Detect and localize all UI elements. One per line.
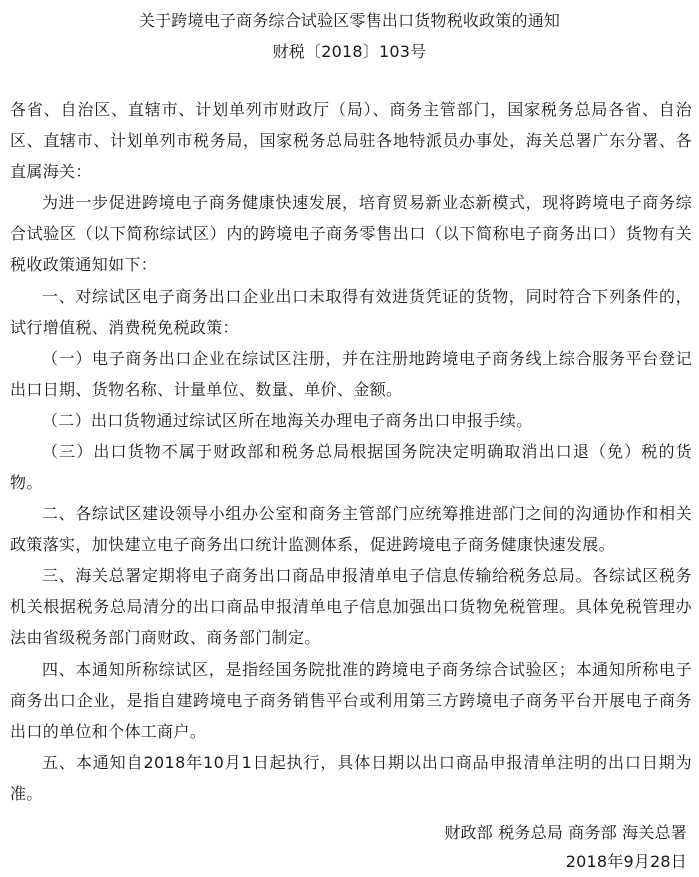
section-three-paragraph: 三、海关总署定期将电子商务出口商品申报清单电子信息传输给税务总局。各综试区税务机关根据税务总局清分的出口商品申报清单电子信息加强出口货物免税管理。具体免税管理办法由省级税务部门商财政、商务部门制定。 xyxy=(10,566,692,647)
condition-item-3: （三）出口货物不属于财政部和税务总局根据国务院决定明确取消出口退（免）税的货物。 xyxy=(10,442,692,492)
issue-date: 2018年9月28日 xyxy=(565,852,687,871)
signatories: 财政部 税务总局 商务部 海关总署 xyxy=(444,823,687,842)
addressees-paragraph: 各省、自治区、直辖市、计划单列市财政厅（局）、商务主管部门，国家税务总局各省、自治区、直辖市、计划单列市税务局，国家税务总局驻各地特派员办事处，海关总署广东分署、各直属海关： xyxy=(10,100,692,181)
section-five-paragraph: 五、本通知自2018年10月1日起执行，具体日期以出口商品申报清单注明的出口日期为准。 xyxy=(10,753,692,803)
intro-paragraph: 为进一步促进跨境电子商务健康快速发展，培育贸易新业态新模式，现将跨境电子商务综合试验区（以下简称综试区）内的跨境电子商务零售出口（以下简称电子商务出口）货物有关税收政策通知如下： xyxy=(10,193,692,274)
section-two-paragraph: 二、各综试区建设领导小组办公室和商务主管部门应统筹推进部门之间的沟通协作和相关政策落实，加快建立电子商务出口统计监测体系，促进跨境电子商务健康快速发展。 xyxy=(10,504,692,554)
document-title: 关于跨境电子商务综合试验区零售出口货物税收政策的通知 xyxy=(138,11,561,30)
document-number: 财税〔2018〕103号 xyxy=(272,42,427,61)
section-four-paragraph: 四、本通知所称综试区，是指经国务院批准的跨境电子商务综合试验区；本通知所称电子商务出口企业，是指自建跨境电子商务销售平台或利用第三方跨境电子商务平台开展电子商务出口的单位和个体工商户。 xyxy=(10,660,692,741)
condition-item-1: （一）电子商务出口企业在综试区注册，并在注册地跨境电子商务线上综合服务平台登记出口日期、货物名称、计量单位、数量、单价、金额。 xyxy=(10,349,692,399)
section-one-paragraph: 一、对综试区电子商务出口企业出口未取得有效进货凭证的货物，同时符合下列条件的，试行增值税、消费税免税政策： xyxy=(10,287,692,337)
condition-item-2: （二）出口货物通过综试区所在地海关办理电子商务出口申报手续。 xyxy=(42,411,533,430)
